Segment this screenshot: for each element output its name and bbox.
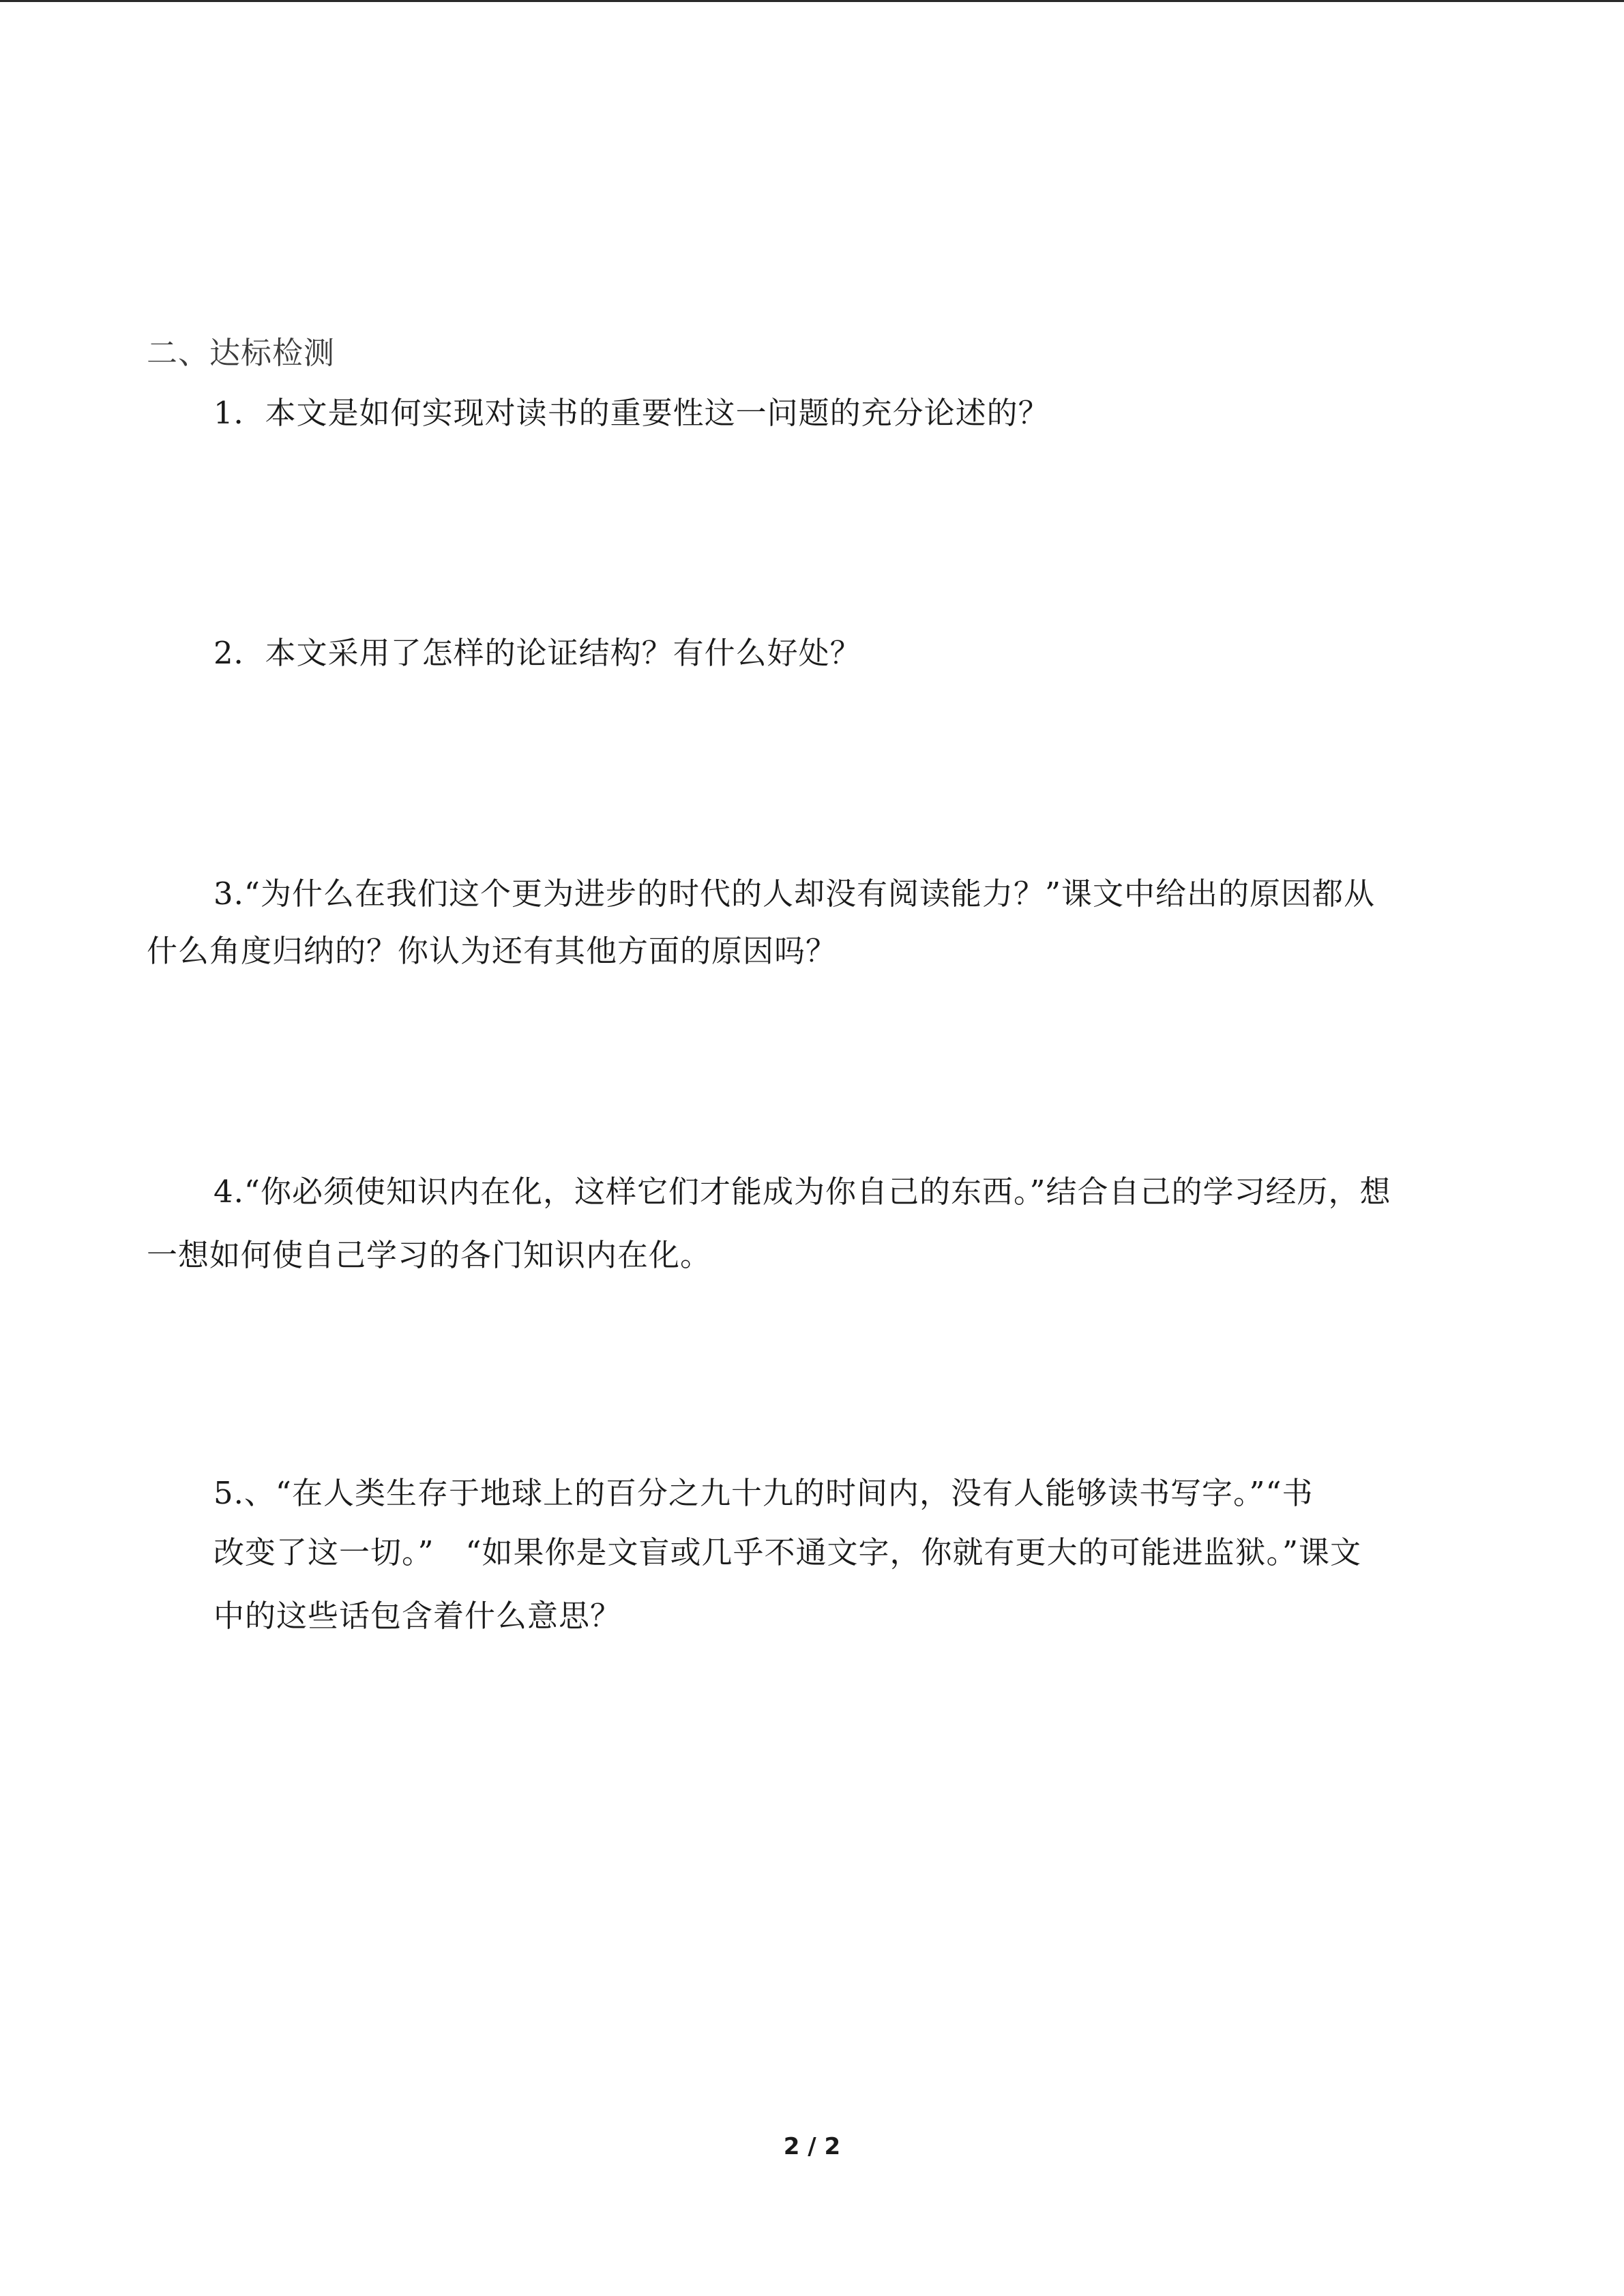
top-border-line — [0, 0, 1624, 2]
question-5-line-2: 改变了这一切。” “如果你是文盲或几乎不通文字，你就有更大的可能进监狱。”课文 — [213, 1534, 1362, 1570]
question-4-line-1: 4.“你必须使知识内在化，这样它们才能成为你自己的东西。”结合自己的学习经历，想 — [213, 1174, 1391, 1210]
question-5-line-3: 中的这些话包含着什么意思？ — [213, 1598, 622, 1634]
page-number: 2 / 2 — [783, 2133, 841, 2160]
question-3-line-2: 什么角度归纳的？你认为还有其他方面的原因吗？ — [147, 933, 838, 969]
question-5-line-1: 5.、“在人类生存于地球上的百分之九十九的时间内，没有人能够读书写字。”“书 — [213, 1475, 1314, 1511]
question-4-line-2: 一想如何使自己学习的各门知识内在化。 — [147, 1237, 712, 1273]
section-heading: 二、达标检测 — [147, 335, 336, 371]
question-3-line-1: 3.“为什么在我们这个更为进步的时代的人却没有阅读能力？”课文中给出的原因都从 — [213, 876, 1375, 912]
question-2-line-1: 2．本文采用了怎样的论证结构？有什么好处？ — [213, 635, 861, 671]
question-1-line-1: 1．本文是如何实现对读书的重要性这一问题的充分论述的？ — [213, 395, 1050, 431]
